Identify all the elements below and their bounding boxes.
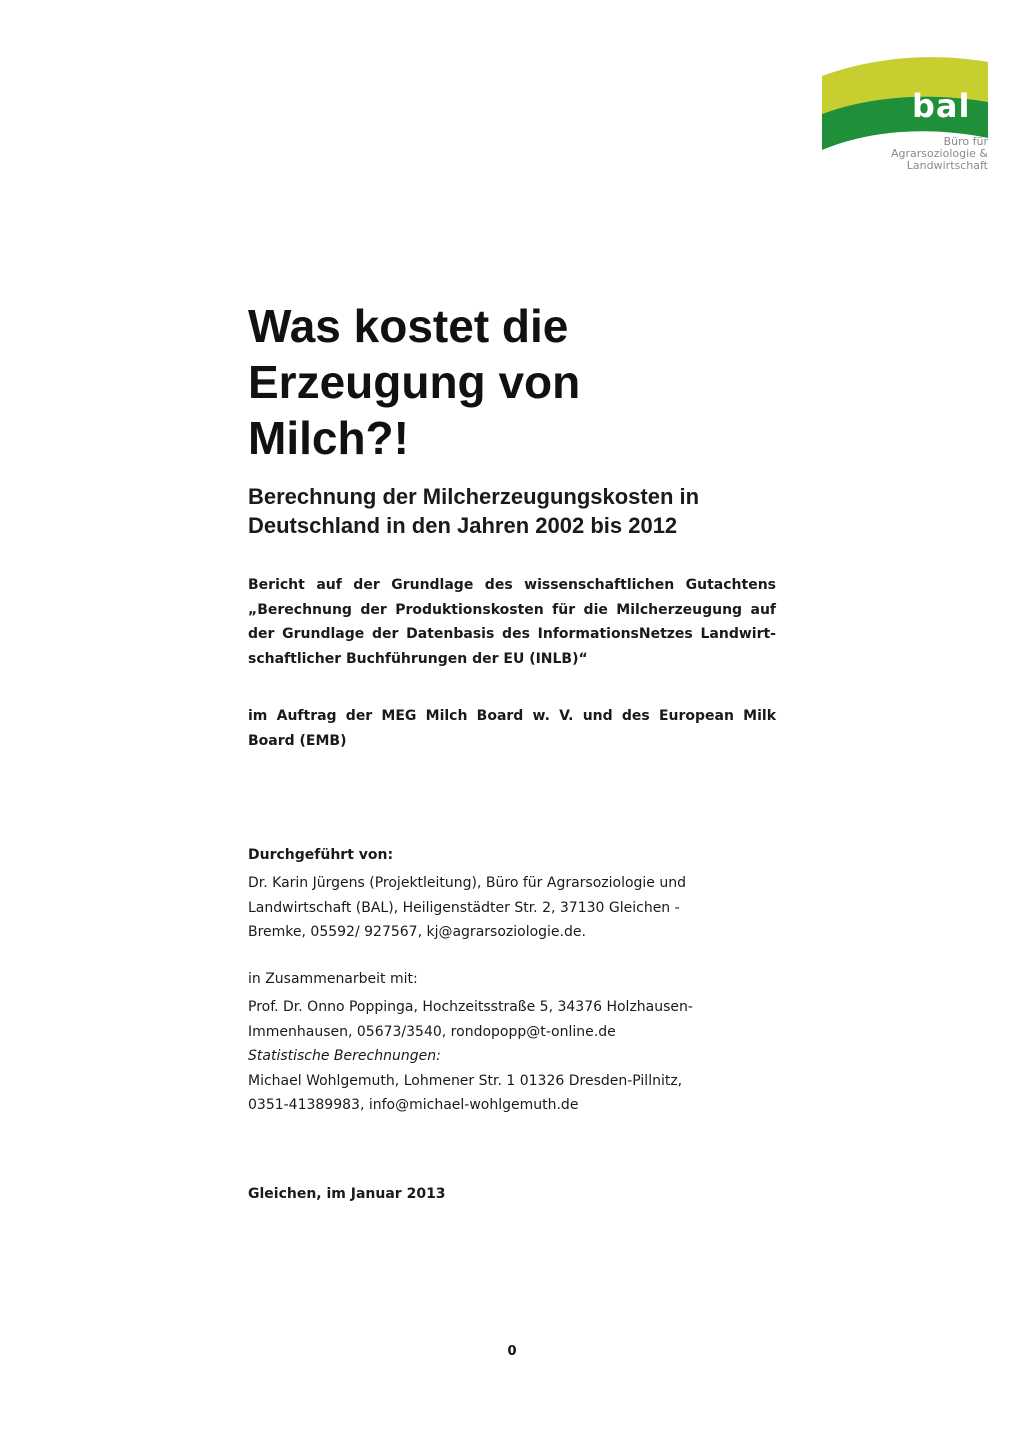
place-date: Gleichen, im Januar 2013 <box>248 1186 446 1202</box>
subtitle-line-1: Berechnung der Milcherzeugungskosten in <box>248 484 700 509</box>
collaboration-label: in Zusammenarbeit mit: <box>248 971 418 987</box>
commission-paragraph: im Auftrag der MEG Milch Board w. V. und des European Milk Board (EMB) <box>248 708 776 749</box>
logo-tagline-line3: Landwirtschaft <box>906 159 988 172</box>
collaboration-line-4: 0351-41389983, info@michael-wohlgemuth.de <box>248 1097 579 1113</box>
collaboration-line-2: Immenhausen, 05673/3540, rondopopp@t-online.de <box>248 1023 616 1040</box>
document-subtitle <box>248 482 788 540</box>
collaboration-block <box>248 995 788 1118</box>
title-line-2: Erzeugung von <box>248 356 581 408</box>
collaboration-line-1: Prof. Dr. Onno Poppinga, Hochzeitsstraße 5, 34376 Holzhausen- <box>248 999 693 1015</box>
collaboration-line-3: Michael Wohlgemuth, Lohmener Str. 1 01326 Dresden-Pillnitz, <box>248 1072 683 1089</box>
page-number: 0 <box>507 1344 517 1359</box>
title-line-3: Milch?! <box>248 412 409 464</box>
subtitle-line-2: Deutschland in den Jahren 2002 bis 2012 <box>248 513 678 538</box>
conducted-by-line-2: Landwirtschaft (BAL), Heiligenstädter Str. 2, 37130 Gleichen - <box>248 899 680 916</box>
report-basis-paragraph: Bericht auf der Grundlage des wissenschaftlichen Gutachtens „Berechnung der Produktionskosten für die Milcherzeugung auf der Grundlage der Datenbasis des InformationsNetzes Landwirt-schaftlicher Buchführungen der EU (INLB)“ <box>248 577 776 667</box>
logo-tagline <box>891 136 988 172</box>
logo-wordmark: bal <box>912 87 971 125</box>
logo-tagline-line2: Agrarsoziologie & <box>891 147 988 160</box>
conducted-by-line-1: Dr. Karin Jürgens (Projektleitung), Büro für Agrarsoziologie und <box>248 875 687 891</box>
document-title <box>248 298 808 466</box>
logo-tagline-line1: Büro für <box>943 135 988 148</box>
bal-logo <box>820 54 992 178</box>
conducted-by-block <box>248 871 788 945</box>
conducted-by-line-3: Bremke, 05592/ 927567, kj@agrarsoziologie.de. <box>248 924 586 940</box>
statistics-label: Statistische Berechnungen: <box>248 1048 441 1064</box>
title-line-1: Was kostet die <box>248 300 569 352</box>
conducted-by-label: Durchgeführt von: <box>248 847 394 863</box>
